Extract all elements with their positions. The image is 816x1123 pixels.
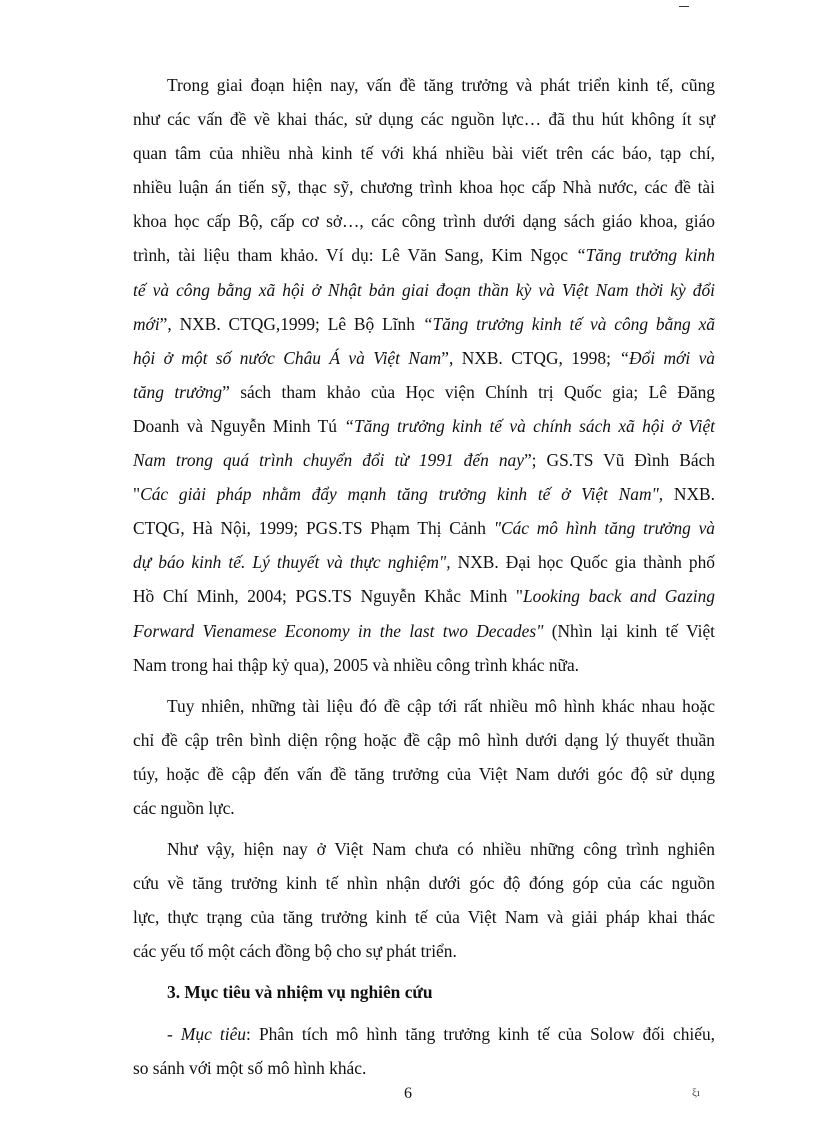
- text-run: trình, tài liệu tham khảo. Ví dụ: Lê Văn Sang, Kim Ngọc: [133, 245, 576, 266]
- text-line: [133, 341, 715, 375]
- text-run: Tuy nhiên, những tài liệu đó đề cập tới rất nhiều mô hình khác nhau hoặc: [167, 695, 715, 716]
- text-run: túy, hoặc đề cập đến vấn đề tăng trưởng của Việt Nam dưới góc độ sử dụng: [133, 763, 715, 784]
- text-run: Trong giai đoạn hiện nay, vấn đề tăng trưởng và phát triển kinh tế, cũng: [167, 75, 715, 95]
- text-line: [133, 545, 715, 579]
- italic-text: Forward Vienamese Economy in the last two Decades": [133, 620, 544, 641]
- text-run: NXB.: [663, 484, 715, 505]
- text-line: [133, 170, 715, 204]
- italic-text: tăng trưởng: [133, 381, 223, 402]
- italic-text: Các giải pháp nhằm đẩy mạnh tăng trưởng kinh tế ở Việt Nam",: [140, 484, 664, 505]
- text-run: ”; GS.TS Vũ Đình Bách: [523, 450, 715, 471]
- text-run: -: [167, 1023, 181, 1044]
- top-edge-mark: [679, 6, 689, 7]
- text-run: các yếu tố một cách đồng bộ cho sự phát triển.: [133, 941, 457, 962]
- document-body: [133, 68, 715, 1085]
- text-run: Nam trong hai thập kỷ qua), 2005 và nhiều công trình khác nữa.: [133, 654, 580, 675]
- paragraph: [133, 689, 715, 825]
- text-run: như các vấn đề về khai thác, sử dụng các nguồn lực… đã thu hút không ít sự: [133, 109, 715, 130]
- text-run: ”, NXB. CTQG, 1998;: [441, 347, 620, 368]
- text-run: cứu về tăng trưởng kinh tế nhìn nhận dưới góc độ đóng góp của các nguồn: [133, 873, 715, 894]
- paragraph: [133, 68, 715, 682]
- italic-text: Mục tiêu: [180, 1023, 246, 1044]
- text-run: lực, thực trạng của tăng trưởng kinh tế của Việt Nam và giải pháp khai thác: [133, 907, 715, 928]
- text-line: [133, 614, 715, 648]
- text-line: [133, 136, 715, 170]
- text-run: ": [133, 484, 141, 505]
- paragraph: [133, 1017, 715, 1085]
- text-line: [133, 204, 715, 238]
- paragraph-gap: [133, 968, 715, 975]
- text-line: [133, 579, 715, 613]
- italic-text: dự báo kinh tế. Lý thuyết và thực nghiệm",: [133, 552, 451, 573]
- text-line: [133, 409, 715, 443]
- italic-text: tế và công bằng xã hội ở Nhật bản giai đoạn thần kỳ và Việt Nam thời kỳ đổi: [133, 279, 715, 300]
- paragraph-gap: [133, 682, 715, 689]
- text-run: nhiều luận án tiến sỹ, thạc sỹ, chương trình khoa học cấp Nhà nước, các đề tài: [133, 177, 715, 198]
- text-line: [133, 307, 715, 341]
- text-line: [133, 900, 715, 934]
- italic-text: Looking back and Gazing: [523, 586, 715, 607]
- text-run: (Nhìn lại kinh tế Việt: [543, 620, 715, 641]
- text-line: [133, 238, 715, 272]
- italic-text: Nam trong quá trình chuyển đổi từ 1991 đến nay: [133, 450, 524, 471]
- italic-text: “Tăng trưởng kinh tế và công bằng xã: [422, 313, 715, 334]
- text-run: so sánh với một số mô hình khác.: [133, 1057, 367, 1078]
- text-run: Như vậy, hiện nay ở Việt Nam chưa có nhiều những công trình nghiên: [167, 839, 715, 860]
- italic-text: “Tăng trưởng kinh: [575, 245, 715, 266]
- italic-text: hội ở một số nước Châu Á và Việt Nam: [133, 347, 442, 368]
- text-line: [133, 866, 715, 900]
- text-line: [133, 791, 715, 825]
- text-line: [133, 68, 715, 102]
- text-line: [133, 375, 715, 409]
- section-heading: [133, 975, 715, 1009]
- paragraph-gap: [133, 825, 715, 832]
- text-run: chỉ đề cập trên bình diện rộng hoặc đề cập mô hình dưới dạng lý thuyết thuần: [133, 729, 715, 750]
- text-run: CTQG, Hà Nội, 1999; PGS.TS Phạm Thị Cảnh: [133, 518, 494, 539]
- italic-text: "Các mô hình tăng trưởng và: [493, 518, 715, 539]
- text-run: Doanh và Nguyễn Minh Tú: [133, 415, 345, 436]
- text-line: [133, 723, 715, 757]
- text-run: khoa học cấp Bộ, cấp cơ sở…, các công trình dưới dạng sách giáo khoa, giáo: [133, 211, 715, 232]
- italic-text: “Tăng trưởng kinh tế và chính sách xã hội ở Việt: [344, 415, 716, 436]
- text-run: các nguồn lực.: [133, 797, 235, 818]
- text-line: [133, 511, 715, 545]
- italic-text: “Đổi mới và: [619, 347, 715, 368]
- text-line: [133, 975, 715, 1009]
- text-line: [133, 1051, 715, 1085]
- page-number: 6: [404, 1085, 412, 1102]
- text-run: quan tâm của nhiều nhà kinh tế với khá nhiều bài viết trên các báo, tạp chí,: [133, 143, 715, 164]
- text-line: [133, 689, 715, 723]
- corner-mark: ξ⁠ı: [692, 1087, 700, 1099]
- text-line: [133, 443, 715, 477]
- text-line: [133, 273, 715, 307]
- text-run: : Phân tích mô hình tăng trưởng kinh tế của Solow đối chiếu,: [246, 1023, 715, 1044]
- paragraph: [133, 832, 715, 968]
- text-run: ” sách tham khảo của Học viện Chính trị Quốc gia; Lê Đăng: [222, 381, 715, 402]
- text-line: [133, 757, 715, 791]
- text-run: 3. Mục tiêu và nhiệm vụ nghiên cứu: [167, 982, 433, 1003]
- text-line: [133, 648, 715, 682]
- text-line: [133, 832, 715, 866]
- text-line: [133, 477, 715, 511]
- italic-text: mới: [133, 313, 160, 334]
- text-line: [133, 102, 715, 136]
- text-line: [133, 1017, 715, 1051]
- text-run: Hồ Chí Minh, 2004; PGS.TS Nguyễn Khắc Minh ": [133, 586, 523, 607]
- text-run: ”, NXB. CTQG,1999; Lê Bộ Lĩnh: [159, 313, 423, 334]
- paragraph-gap: [133, 1010, 715, 1017]
- text-run: NXB. Đại học Quốc gia thành phố: [450, 552, 715, 573]
- text-line: [133, 934, 715, 968]
